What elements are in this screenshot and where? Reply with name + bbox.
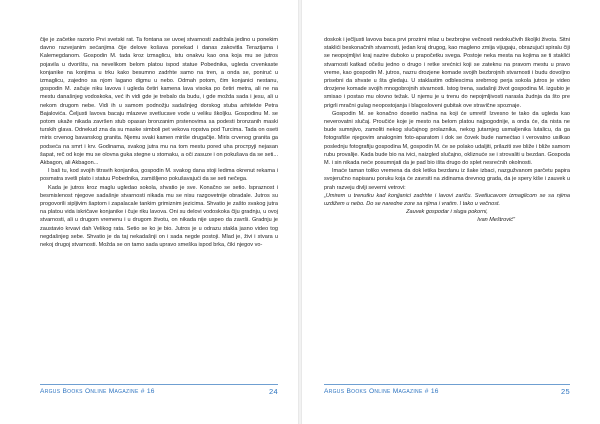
right-paragraph-1: doskok i ječljusti lavova baca prvi prozirni mlaz u bezbrojne večnosti nedokučivih školjki života. Sitni staklići beskonačnih stvarnosti, jedan kraj drugog, kao magleno zmija vijugaju, obrazujući spiralu čiji se neopojmljivi kraj nazire duboko u prapočetku svega. Postoje neka mesta na kojima se ti staklići stvarnosti katkad očešu jedno o drugo i retke srećnici koji se zateknu na pravom mestu u pravo vreme, kao gospodin M. jutros, nazru drozjene komade svojih bezbrojnih stvarnosti i budu dovoljno prisebni da shvate u šta gledaju. U staklastim odblescima srebrnog perja sokola jutros je video drozjene komade svojih mnogobrojnih stvarnosti. Istog trena, sadašnji život gospodina M. izgubio je smisao i postao mu olovno težak. U njemu je u trenu do nepojmljivosti narasla žudnja da što pre prigrli mračni gulag neopostojanja i blagoslovеni gubitak ove stravične spoznaje. <box>324 37 570 109</box>
right-page <box>302 0 600 424</box>
magazine-title: Argus Books Online Magazine # 16 <box>324 388 439 395</box>
left-paragraph-2: I baš tu, kod svojih titravih konjanika, gospodin M. svakog dana stoji ledima okrenut rekama i posmatra svetli plato i statuu Pobednika, zamišljeno pokušavajući da se seti nečega. <box>40 168 278 183</box>
right-text-column <box>324 36 570 225</box>
left-paragraph-1: čije je začetke razorio Prvi svetski rat. Ta fontana se uvoej stvarnosti zadržala jedino u ponekim davno razvejanim sećanjima čije delove košava ponekad i danas zakovitla Terazijama i Kalemegdanom. Gospodin M. tada kroz izmaglicu, istu onakvu kao ona koja mu se jutros pojavila u dvorištu, na nevelikom belom platou ispod statue Pobednika, ugleda crvenkaste konjanike na konjima u trku kako besumno zadrhte samo na tren, a onda se, poniruć u izmaglicu, zajedno sa njom lagano digmu u nebo. Odmah potom, čim konjanici nestanu, gospodin M. začuje niku lavova i ugleda četiri kamena lava visoka po četiri metra, ali ne na mestu današnjeg vodoskoka, već ih vidi gde je trebalo da budu, i gde možda sada i jesu, ali u nekom drugom nebe. Vidi ih u samom podnožju sadašnjeg dorskog stuba arhitekte Petra Bajalovića. Čeljusti lavova bacaju mlazeve svetlucave vode u veliku školjku. Gospodinu M. se potom ukaže nikada završen stub opasan bronzanim prstenovima sa podesti bronzanih maski turskih glava. Odnekud zna da su maske simboli pet vekova ropstva pod Turcima. Tada on oseti miris crvenog bavanskog granita. Njemu svaki kamen mirišе drugačije. Miris crvenog granita ga podseća na smrt i krv. Godinama, svakog jutra mu na tom mestu pored uha proструji nejasan šapat, reč od koje mu se olovna guka stegne u stomaku, a oči zasuze i on pokušava da se seti... Akbagon, ali Akbagon... <box>40 37 278 167</box>
sign-off: Zauvek gospodar i sluga pokorni, <box>406 209 488 216</box>
right-paragraph-3: Imaće taman toliko vremena da dok letika bezdanu iz šake izbaci, nazgužvanom parčetu papira svojeručno napisanu poruku koja će zavrsiti na zidinama drevnog grada, da je sperу kiše i zauvek u prah razveju divlji severni vetrovi: <box>324 168 570 191</box>
magazine-title: Argus Books Online Magazine # 16 <box>40 388 155 395</box>
left-page <box>0 0 298 424</box>
right-paragraph-2: Gospodin M. se konačno dosetio načina na koji će umreti! Izvesno te tako da ugleda kao neverovatni slučaj. Proučiće koje je mesto na belom platou najpogodnije, a onda će, da nista ne bude sumnjivo, zamoliti nekog slučajnog prolaznika, nekog jutarnjeg usmaljenika lutalicu, da ga fotografiše njegovim analognim foto-aparatom i dok se čovek bude namećtao i verovatno usilkao poslednju fotografiju gospodina M, gospodin M. će se polako udaljiti, prilaziti sve bliže i bliže samom rubu provalije. Kada bude bio na ivici, naizgled slučajno, okliznuće se i strovaliti u bezdan. Gospodа M. i sin nikada neće posumnjati da je pad bio išta drugo do splet nesrećnih okolnosti. <box>324 110 570 167</box>
page-number: 25 <box>561 387 570 396</box>
left-text-column <box>40 36 278 249</box>
signature: Ivan Meštrović" <box>477 217 515 224</box>
left-paragraph-3: Kada je jutros kroz maglu ugledao sokola, shvatio je sve. Konačno se setio. Ispraznost i besmislenost njegove sadašnje stvarnosti nikada mu se nisu razgovetnije obradale. Jutros su progovorili sipljivim šaptom i zapalacale tankim grimiznim jezicima. Shvatio je zašto svakog jutra na platou vida iskričave konjanike i čuje riku lavova. Oni su delovi vodoskoka čiju gradnju, u ovoj stvarnosti, ali u drugom vremenu i u drugom životu, on nikada nije uspeo da završi. Gradnju je zaustavio krvavi dah Velikog rata. Setio se ko je bio. Jutros je u odrazu stakla jasno video tog negdašnjeg sebe. Shvatio je da taj nekadašnji on i sada negde postoji. Mlad je, živi i stvara u nekoj drugoj stvarnosti. Možda se on tamo sada upravo smeška ispod brka, čiki njegov vo- <box>40 184 278 249</box>
left-footer <box>40 384 278 399</box>
right-footer <box>324 384 570 399</box>
farewell-quote: „Umirem u trenutku kad konjjanici zadrhte i lavovi zariču. Svetlucavom izmaglicom se sa njima uzdižem u nebo. Do se naredne zore sa njima i vratim. I tako u večnost. <box>324 192 570 208</box>
page-number: 24 <box>269 387 278 396</box>
